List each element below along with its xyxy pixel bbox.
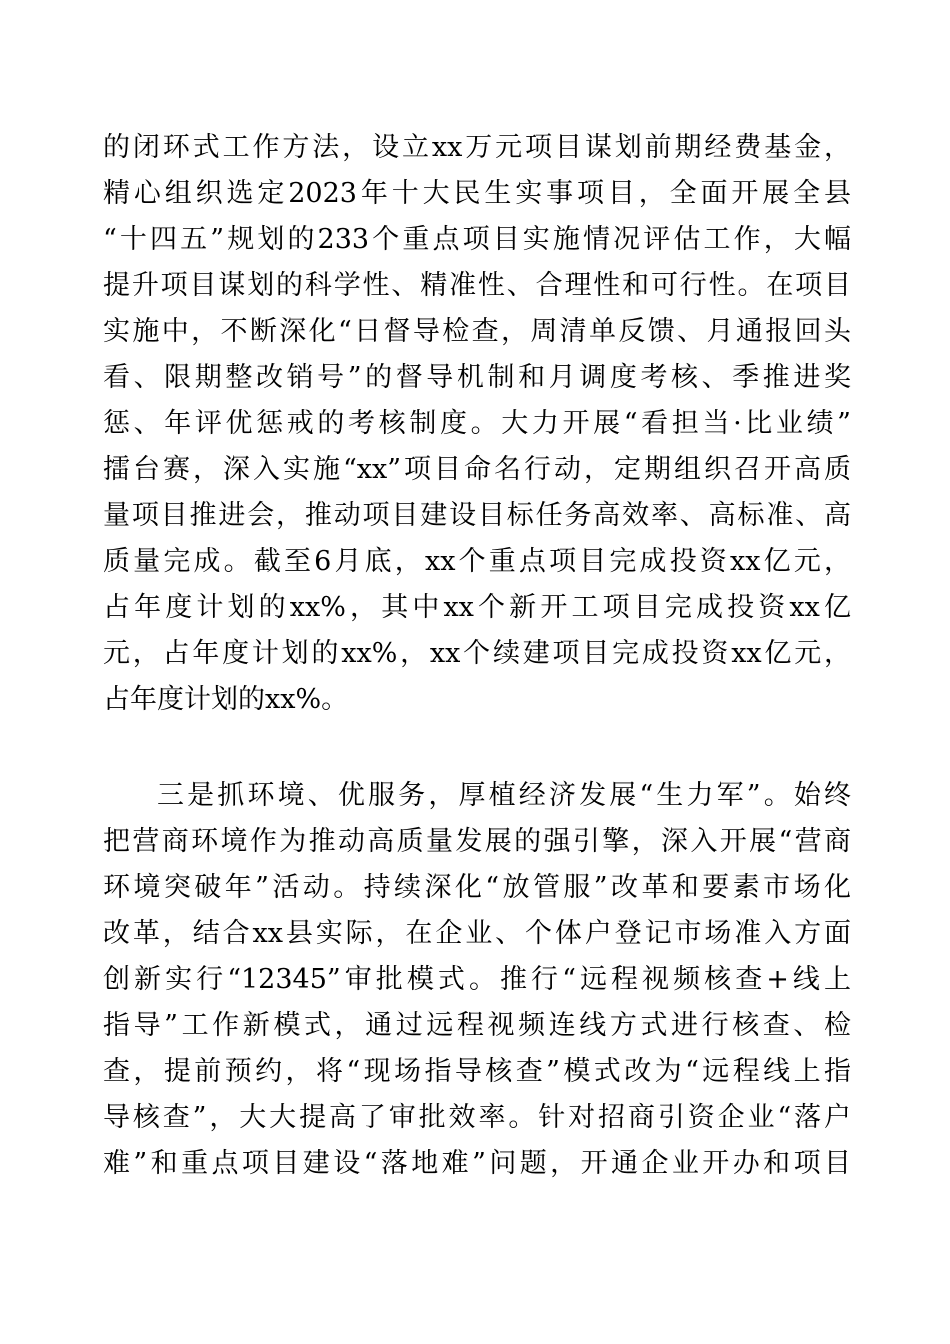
paragraph-1-line: 元，占年度计划的xx%，xx个续建项目完成投资xx亿元， — [103, 638, 851, 669]
paragraph-1-line: 看、限期整改销号”的督导机制和月调度考核、季推进奖 — [103, 362, 851, 393]
paragraph-2-line: 指导”工作新模式，通过远程视频连线方式进行核查、检 — [103, 1010, 851, 1041]
paragraph-2-line: 三是抓环境、优服务，厚植经济发展“生力军”。始终 — [157, 780, 851, 811]
paragraph-1-line: 占年度计划的xx%。 — [103, 684, 349, 715]
paragraph-2-line: 环境突破年”活动。持续深化“放管服”改革和要素市场化 — [103, 872, 851, 903]
paragraph-1-line: 量项目推进会，推动项目建设目标任务高效率、高标准、高 — [103, 500, 851, 531]
paragraph-1-line: 精心组织选定2023年十大民生实事项目，全面开展全县 — [103, 178, 851, 209]
paragraph-1-line: 惩、年评优惩戒的考核制度。大力开展“看担当·比业绩” — [103, 408, 851, 439]
paragraph-1-line: 提升项目谋划的科学性、精准性、合理性和可行性。在项目 — [103, 270, 851, 301]
paragraph-2-line: 把营商环境作为推动高质量发展的强引擎，深入开展“营商 — [103, 826, 851, 857]
paragraph-2-line: 查，提前预约，将“现场指导核查”模式改为“远程线上指 — [103, 1056, 851, 1087]
paragraph-1-line: 占年度计划的xx%，其中xx个新开工项目完成投资xx亿 — [103, 592, 851, 623]
paragraph-2-line: 难”和重点项目建设“落地难”问题，开通企业开办和项目 — [103, 1148, 851, 1179]
paragraph-2-line: 改革，结合xx县实际，在企业、个体户登记市场准入方面 — [103, 918, 851, 949]
paragraph-1-line: 的闭环式工作方法，设立xx万元项目谋划前期经费基金， — [103, 132, 851, 163]
paragraph-1-line: 擂台赛，深入实施“xx”项目命名行动，定期组织召开高质 — [103, 454, 851, 485]
paragraph-1-line: 质量完成。截至6月底，xx个重点项目完成投资xx亿元， — [103, 546, 851, 577]
paragraph-2-line: 创新实行“12345”审批模式。推行“远程视频核查+线上 — [103, 964, 851, 995]
paragraph-1-line: “十四五”规划的233个重点项目实施情况评估工作，大幅 — [103, 224, 851, 255]
paragraph-1-line: 实施中，不断深化“日督导检查，周清单反馈、月通报回头 — [103, 316, 851, 347]
paragraph-2-line: 导核查”，大大提高了审批效率。针对招商引资企业“落户 — [103, 1102, 851, 1133]
